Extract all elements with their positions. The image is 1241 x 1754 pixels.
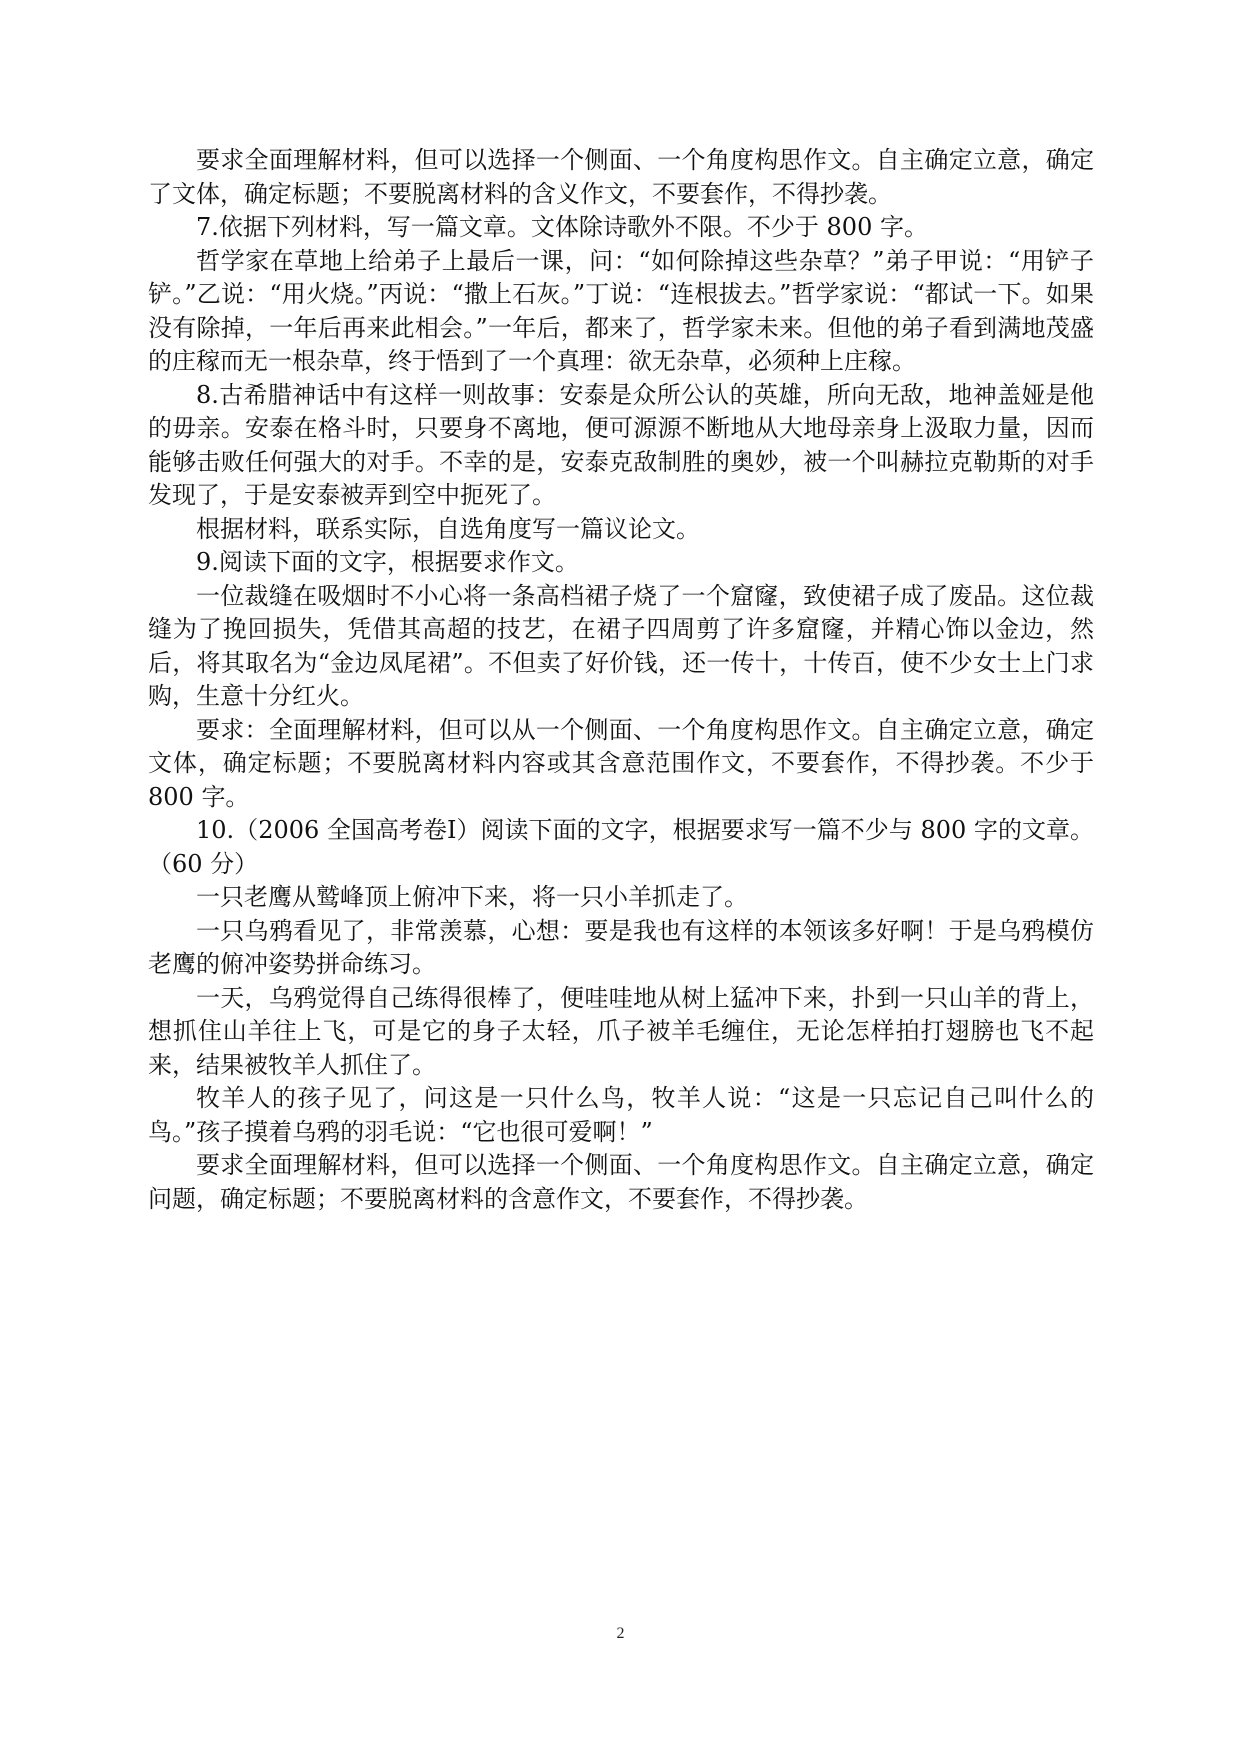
paragraph-question-7: 7.依据下列材料，写一篇文章。文体除诗歌外不限。不少于 800 字。 [196,213,928,241]
paragraph-question-8-task: 根据材料，联系实际，自选角度写一篇议论文。 [196,514,700,543]
paragraph-crow-envy: 一只乌鸦看见了，非常羡慕，心想：要是我也有这样的本领该多好啊！于是乌鸦模仿老鹰的俯冲姿势拼命练习。 [148,916,1094,978]
paragraph-requirement-9: 要求：全面理解材料，但可以从一个侧面、一个角度构思作文。自主确定立意，确定文体，确定标题；不要脱离材料内容或其含意范围作文，不要套作，不得抄袭。不少于 800 字。 [148,715,1094,811]
page-number: 2 [616,1625,625,1642]
paragraph-question-10: 10.（2006 全国高考卷Ⅰ）阅读下面的文字，根据要求写一篇不少与 800 字的文章。（60 分） [148,816,1094,878]
paragraph-question-8: 8.古希腊神话中有这样一则故事：安泰是众所公认的英雄，所向无敌，地神盖娅是他的毋亲。安泰在格斗时，只要身不离地，便可源源不断地从大地母亲身上汲取力量，因而能够击败任何强大的对手。不幸的是，安泰克敌制胜的奥妙，被一个叫赫拉克勒斯的对手发现了，于是安泰被弄到空中扼死了。 [148,380,1094,509]
paragraph-tailor-story: 一位裁缝在吸烟时不小心将一条高档裙子烧了一个窟窿，致使裙子成了废品。这位裁缝为了挽回损失，凭借其高超的技艺，在裙子四周剪了许多窟窿，并精心饰以金边，然后，将其取名为“金边凤尾裙”。不但卖了好价钱，还一传十，十传百，使不少女士上门求购，生意十分红火。 [148,581,1094,710]
paragraph-eagle: 一只老鹰从鹫峰顶上俯冲下来，将一只小羊抓走了。 [196,883,748,911]
paragraph-requirement-1: 要求全面理解材料，但可以选择一个侧面、一个角度构思作文。自主确定立意，确定了文体，确定标题；不要脱离材料的含义作文，不要套作，不得抄袭。 [148,146,1094,208]
document-body [148,144,1094,1216]
paragraph-requirement-10: 要求全面理解材料，但可以选择一个侧面、一个角度构思作文。自主确定立意，确定问题，确定标题；不要脱离材料的含意作文，不要套作，不得抄袭。 [148,1151,1094,1213]
paragraph-philosopher-story: 哲学家在草地上给弟子上最后一课，问：“如何除掉这些杂草？”弟子甲说：“用铲子铲。”乙说：“用火烧。”丙说：“撒上石灰。”丁说：“连根拔去。”哲学家说：“都试一下。如果没有除掉，一年后再来此相会。”一年后，都来了，哲学家未来。但他的弟子看到满地茂盛的庄稼而无一根杂草，终于悟到了一个真理：欲无杂草，必须种上庄稼。 [148,246,1094,375]
paragraph-shepherd-child: 牧羊人的孩子见了，问这是一只什么鸟，牧羊人说：“这是一只忘记自己叫什么的鸟。”孩子摸着乌鸦的羽毛说：“它也很可爱啊！” [148,1084,1094,1146]
paragraph-question-9: 9.阅读下面的文字，根据要求作文。 [196,548,579,576]
paragraph-crow-attempt: 一天，乌鸦觉得自己练得很棒了，便哇哇地从树上猛冲下来，扑到一只山羊的背上，想抓住山羊往上飞，可是它的身子太轻，爪子被羊毛缠住，无论怎样拍打翅膀也飞不起来，结果被牧羊人抓住了。 [148,983,1094,1079]
